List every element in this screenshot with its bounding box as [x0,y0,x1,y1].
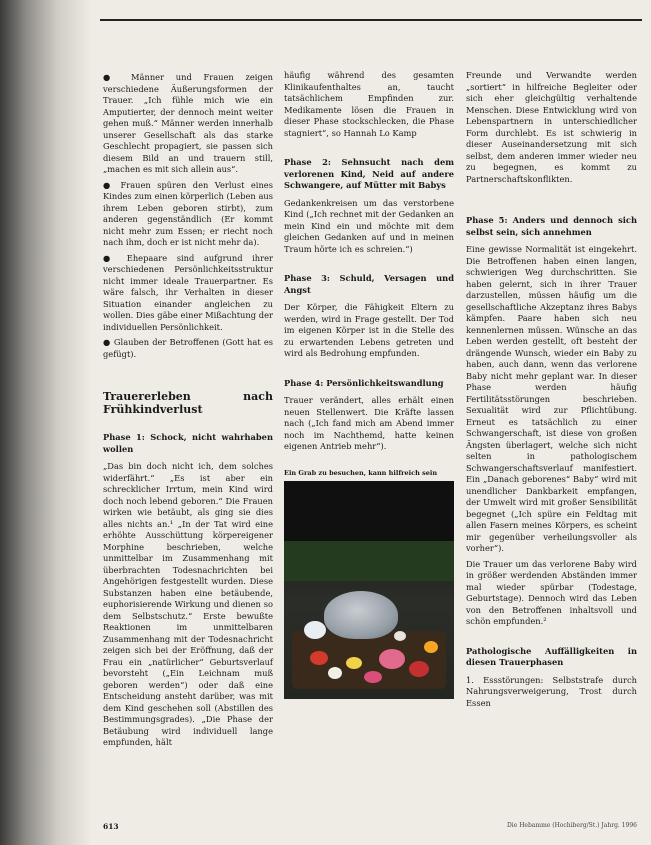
page-number: 613 [103,822,119,831]
bullet-paragraph: ● Ehepaare sind aufgrund ihrer verschiedenen Persönlichkeitsstruktur nicht immer ideale Trauerpartner. Es wäre falsch, ihr Verhalten in dieser Situation einander angleichen zu wollen. Dies gäbe einer Mißachtung der individuellen Persönlichkeit. [103,253,273,334]
column-middle [284,70,454,699]
pathology-heading: Pathologische Auffälligkeiten in diesen Trauerphasen [466,645,637,667]
continued-paragraph: häufig während des gesamten Klinikaufenthaltes an, taucht tatsächlichem Empfinden zur. Medikamente lösen die Frauen in dieser Phase stockschlecken, die Phase stagniert“, so Hannah Lo Kamp [284,70,454,138]
footer-source: Die Hebamme (Hochiberg/St.) Jahrg. 1996 [507,822,637,829]
continued-paragraph: Freunde und Verwandte werden „sortiert“ in hilfreiche Begleiter oder sich eher gleichgültig verhaltende Menschen. Diese Entwicklung wird von Lebenspartnern in unterschiedlicher Form durchlebt. Es ist schwierig in dieser Auseinandersetzung mit sich selbst, dem anderen immer wieder neu zu begegnen, es kommt zu Partnerschaftskonflikten. [466,70,637,184]
bullet-paragraph: ● Männer und Frauen zeigen verschiedene Äußerungsformen der Trauer. „Ich fühle mich wie ein Amputierter, der dennoch meint weiter gehen muß.“ Männer werden innerhalb unserer Gesellschaft als das starke Geschlecht propagiert, sie passen sich diesem Bild an und trauern still, „machen es mit sich allein aus“. [103,72,273,176]
phase-heading-1: Phase 1: Schock, nicht wahrhaben wollen [103,432,273,454]
phase-heading-2: Phase 2: Sehnsucht nach dem verlorenen Kind, Neid auf andere Schwangere, auf Mütter mit Babys [284,157,454,190]
column-right [466,70,637,709]
pathology-paragraph: 1. Essstörungen: Selbststrafe durch Nahrungsverweigerung, Trost durch Essen [466,674,637,708]
bullet-paragraph: ● Glauben der Betroffenen (Gott hat es gefügt). [103,337,273,360]
column-left [103,72,273,749]
bullet-paragraph: ● Frauen spüren den Verlust eines Kindes zum einen körperlich (Leben aus ihrem Leben geboren stirbt), zum anderen gegenständlich (Er kommt nicht mehr zum Essen; er riecht noch nach ihm, doch er ist nicht mehr da). [103,180,273,249]
gravestone [324,591,398,639]
phase-paragraph-5: Eine gewisse Normalität ist eingekehrt. Die Betroffenen haben einen langen, schwierigen Weg durchschritten. Sie haben gelernt, sich in ihrer Trauer darzustellen, müssen häufig um die gesellschaftliche Akzeptanz ihres Babys kämpfen. Paare haben sich neu kennenlernen müssen. Wünsche an das Leben werden gestellt, oft besteht der drängende Wunsch, wieder ein Baby zu haben, auch dann, wenn das verlorene Baby nicht mehr geplant war. In dieser Phase werden häufig Fertilitätsstörungen beschrieben. Sexualität wird zur Pflichtübung. Erneut es tatsächlich zu einer Schwangerschaft, ist diese von großen Ängsten überlagert, welche sich nicht selten in pathologischem Schwangerschaftsverlauf manifestiert. Ein „Danach geborenes“ Baby“ wird mit unendlicher Dankbarkeit empfangen, der Umwelt wird mit großer Sensibilität begegnet („Ich spüre ein Feldtag mit allen Fasern meines Körpers, es scheint mir gegenüber verheilungsvoller als vorher“). [466,244,637,553]
scan-binding-shadow [0,0,92,845]
phase-paragraph-3: Der Körper, die Fähigkeit Eltern zu werden, wird in Frage gestellt. Der Tod im eigenen Körper ist in die Stelle des zu erwartenden Lebens getreten und wird als Bedrohung empfunden. [284,302,454,358]
phase-paragraph-2: Gedankenkreisen um das verstorbene Kind („Ich rechnet mit der Gedanken an mein Kind ein und möchte mit dem gleichen Gedanken auf und in meinen Traum hörte ich es schreien.“) [284,197,454,254]
header-rule [100,19,642,21]
phase-paragraph-4: Trauer verändert, alles erhält einen neuen Stellenwert. Die Kräfte lassen nach („Ich fand mich am Abend immer noch im Nachthemd, hatte keinen eigenen Antrieb mehr“). [284,395,454,451]
phase-paragraph-1: „Das bin doch nicht ich, dem solches widerfährt.“ „Es ist aber ein schrecklicher Irrtum, mein Kind wird doch noch lebend geboren.“ Die Frauen wirken wie betäubt, als ging sie dies alles nichts an.¹ „In der Tat wird eine erhöhte Ausschüttung körpereigener Morphine beschrieben, welche unmittelbar im Zusammenhang mit überbrachten Todesnachrichten bei Angehörigen festgestellt wurden. Diese Substanzen haben eine betäubende, euphorisierende Wirkung und dienen so dem Selbstschutz.“ Erste bewußte Reaktionen im unmittelbaren Zusammenhang mit der Todesnachricht zeigen sich bei der Eröffnung, daß der Frau ein „natürlicher“ Geburtsverlauf bevorsteht („Ein Leichnam muß geboren werden“) oder daß eine Entscheidung ansteht darüber, was mit dem Kind geschehen soll (Abstillen des Bestimmungsgrades). „Die Phase der Betäubung wird individuell lange empfunden, hält [103,461,273,747]
phase-heading-4: Phase 4: Persönlichkeitswandlung [284,377,444,388]
closing-paragraph: Die Trauer um das verlorene Baby wird in größer werdenden Abständen immer mal wieder spürbar (Todestage, Geburtstage). Dennoch wird das Leben von den Betroffenen inhaltsvoll und schön empfunden.² [466,558,637,626]
section-heading: Trauererleben nach Frühkindverlust [103,390,273,416]
phase-heading-5: Phase 5: Anders und dennoch sich selbst sein, sich annehmen [466,215,637,237]
photo-caption: Ein Grab zu besuchen, kann hilfreich sein [284,468,438,477]
grave-photo [284,481,454,699]
phase-heading-3: Phase 3: Schuld, Versagen und Angst [284,273,454,295]
